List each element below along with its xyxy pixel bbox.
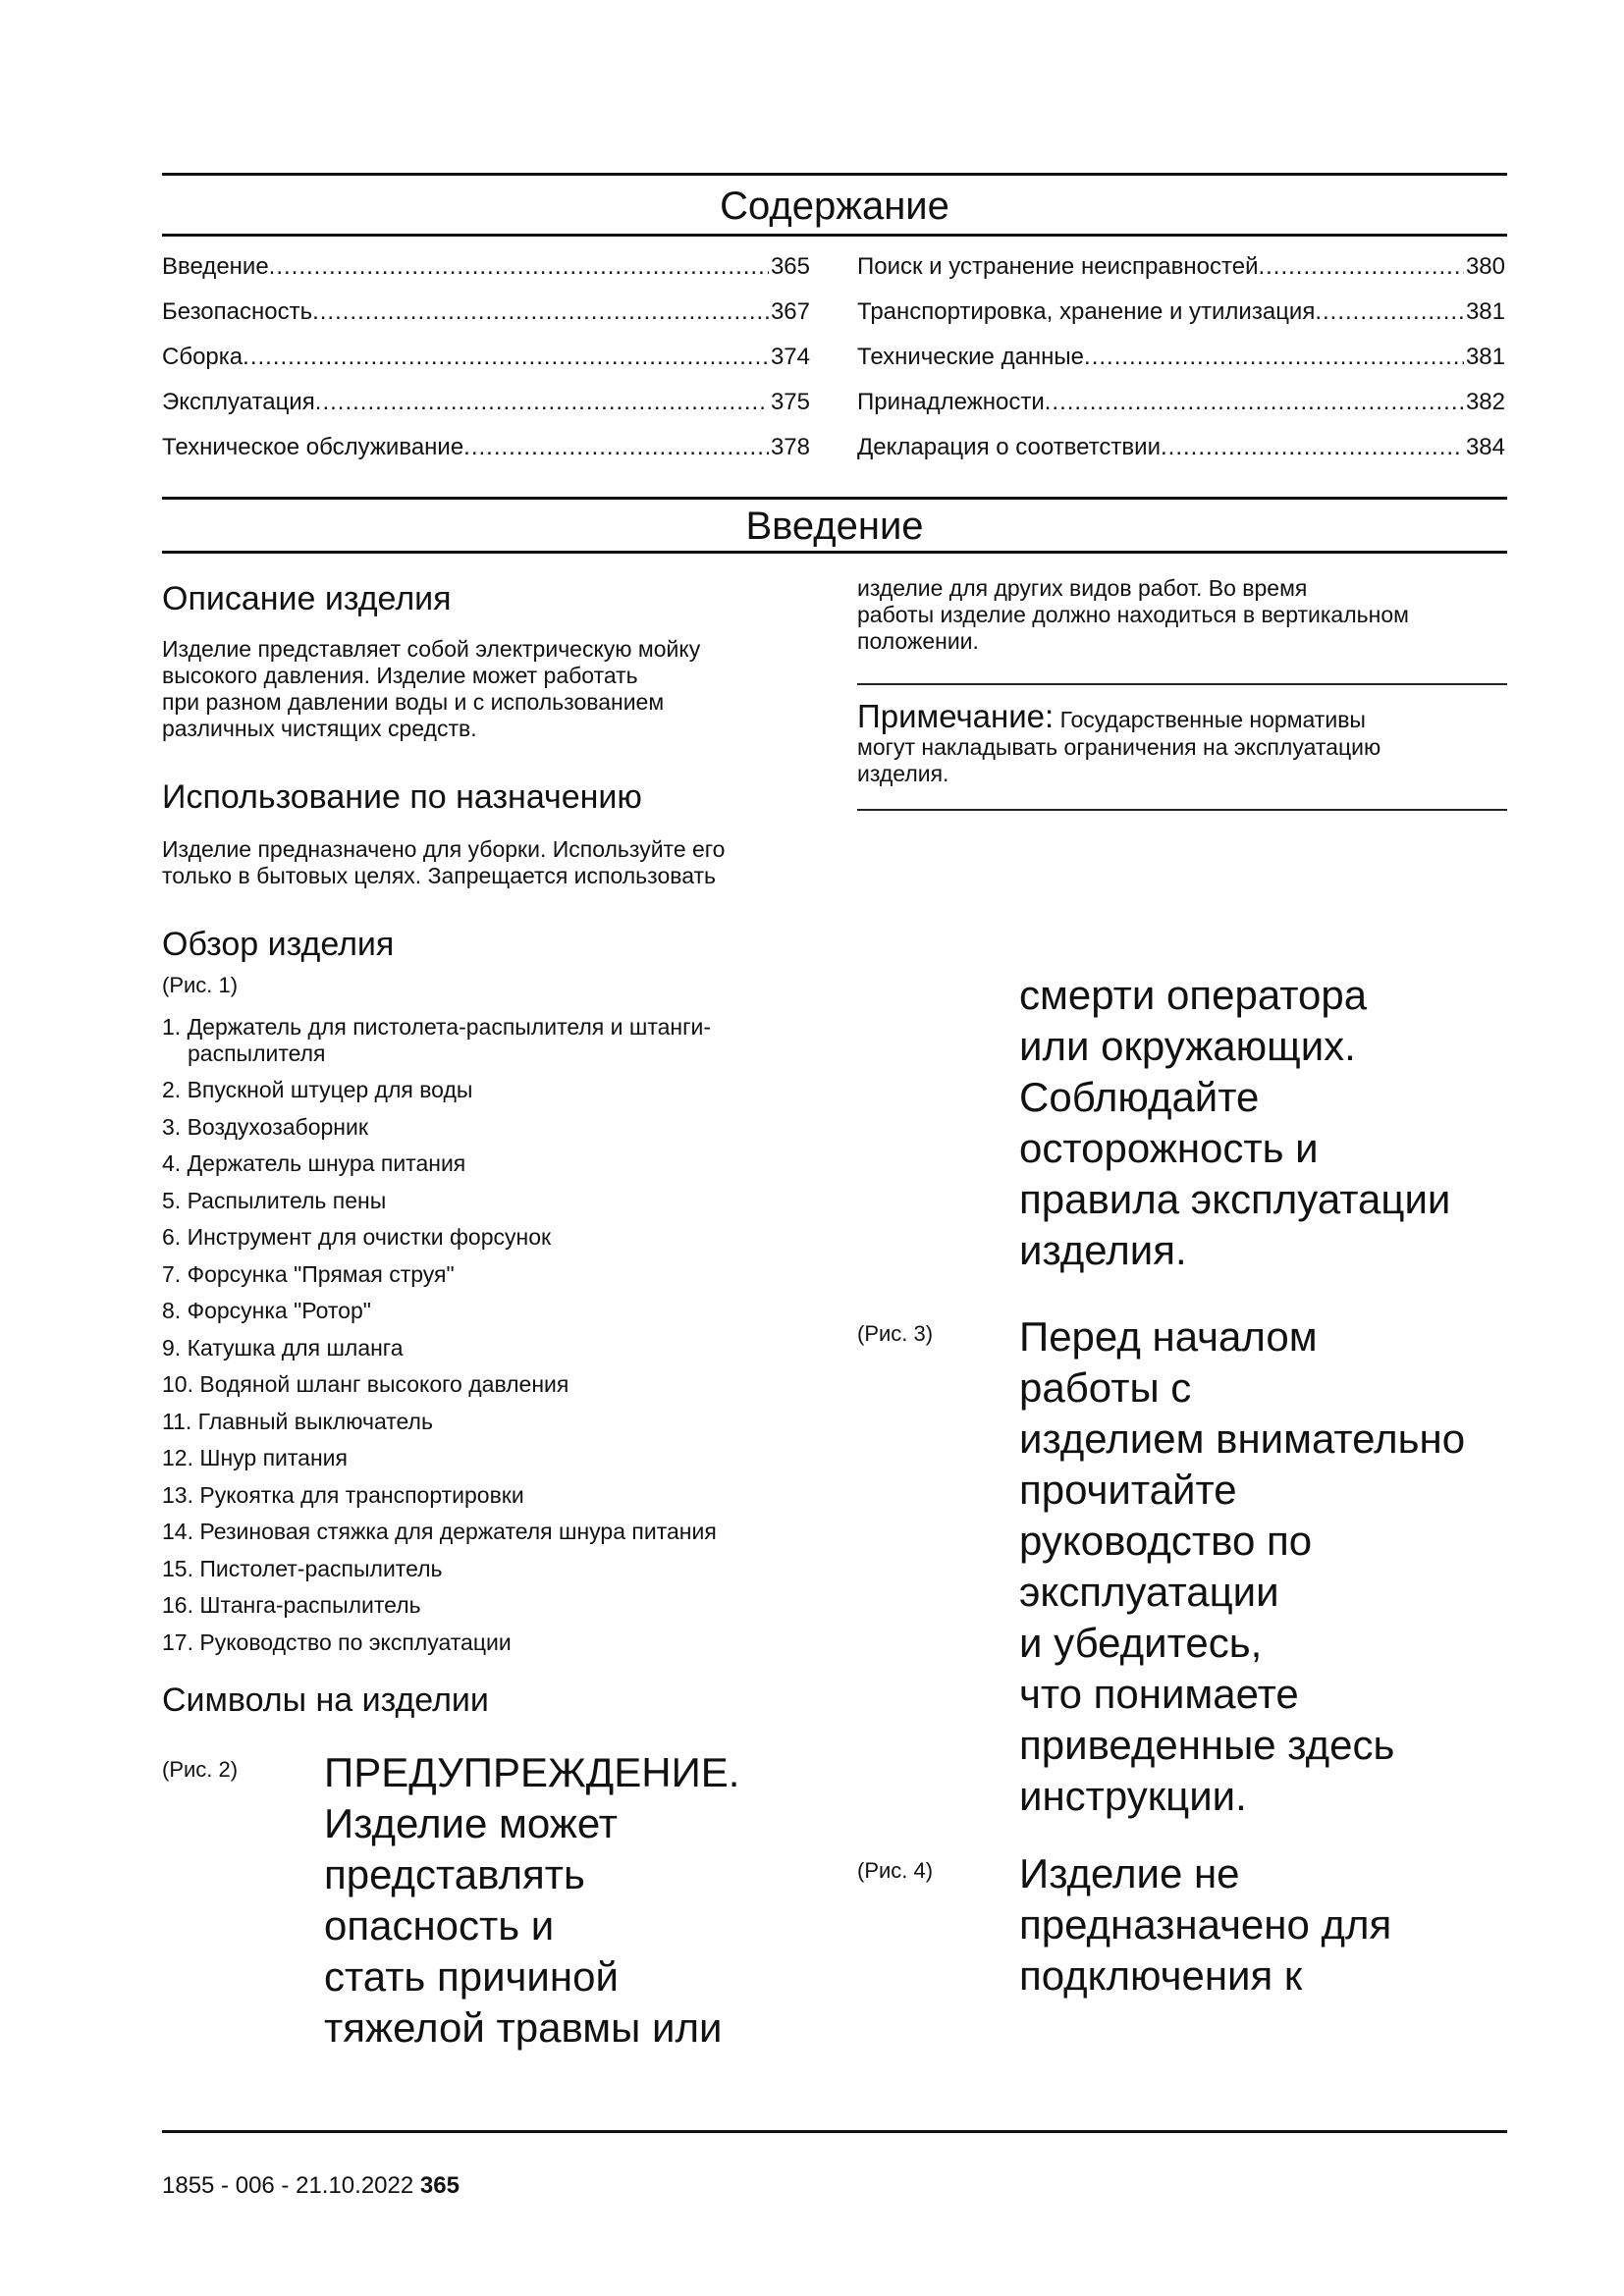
toc-top-rule	[162, 173, 1507, 176]
fig2-ref: (Рис. 2)	[162, 1757, 239, 1782]
list-item: 17. Руководство по эксплуатации	[162, 1629, 512, 1655]
list-item: 2. Впускной штуцер для воды	[162, 1077, 473, 1102]
footer-doc-info: 1855 - 006 - 21.10.2022	[162, 2172, 414, 2199]
intended-use-heading: Использование по назначению	[162, 778, 642, 816]
fig3-read-manual-text: Перед началом работы с изделием внимательно прочитайте руководство по эксплуатации и убедитесь, что понимаете приведенные здесь инструкции.	[1019, 1313, 1466, 1819]
overview-heading: Обзор изделия	[162, 926, 395, 963]
description-heading: Описание изделия	[162, 580, 452, 617]
description-text: Изделие представляет собой электрическую мойку высокого давления. Изделие может работать при разном давлении воды и с использованием различных чистящих средств.	[162, 636, 701, 741]
list-item: 16. Штанга-распылитель	[162, 1592, 421, 1618]
page-footer	[162, 2171, 460, 2201]
page-number: 365	[419, 2172, 460, 2199]
toc-entry[interactable]: Транспортировка, хранение и утилизация ..... 381	[857, 297, 1505, 343]
symbols-heading: Символы на изделии	[162, 1682, 489, 1719]
toc-entry[interactable]: Технические данные ..... 381	[857, 343, 1505, 388]
list-item: 6. Инструмент для очистки форсунок	[162, 1224, 552, 1250]
fig2-warning-continued: смерти оператора или окружающих. Соблюдайте осторожность и правила эксплуатации изделия.	[1019, 972, 1451, 1273]
note-bottom-rule	[857, 809, 1507, 811]
list-item: 9. Катушка для шланга	[162, 1334, 404, 1361]
list-item: 15. Пистолет-распылитель	[162, 1555, 443, 1581]
list-item: 4. Держатель шнура питания	[162, 1150, 466, 1176]
list-item: 12. Шнур питания	[162, 1445, 348, 1470]
intro-bottom-rule	[162, 551, 1507, 554]
intro-title: Введение	[745, 505, 924, 548]
manual-page	[162, 0, 1507, 2296]
fig4-connection-text: Изделие не предназначено для подключения к	[1019, 1850, 1392, 1999]
fig2-warning-text: ПРЕДУПРЕЖДЕНИЕ. Изделие может представлять опасность и стать причиной тяжелой травмы или	[324, 1749, 740, 2051]
toc-entry[interactable]: Техническое обслуживание ..... 378	[162, 433, 810, 478]
fig3-ref: (Рис. 3)	[857, 1321, 934, 1346]
list-item: 8. Форсунка "Ротор"	[162, 1298, 371, 1323]
note-top-rule	[857, 683, 1507, 685]
list-item: 7. Форсунка "Прямая струя"	[162, 1260, 455, 1287]
list-item: 11. Главный выключатель	[162, 1408, 433, 1434]
toc-bottom-rule	[162, 234, 1507, 237]
list-item: 14. Резиновая стяжка для держателя шнура питания	[162, 1519, 717, 1544]
list-item: 3. Воздухозаборник	[162, 1113, 368, 1140]
toc-entry[interactable]: Декларация о соответствии ..... 384	[857, 433, 1505, 478]
intro-top-rule	[162, 497, 1507, 500]
list-item: 5. Распылитель пены	[162, 1187, 387, 1213]
list-item: 1. Держатель для пистолета-распылителя и штанги- распылителя	[162, 1014, 711, 1066]
toc-entry[interactable]: Эксплуатация ..... 375	[162, 388, 810, 433]
list-item: 10. Водяной шланг высокого давления	[162, 1371, 569, 1397]
toc-entry[interactable]: Введение ..... 365	[162, 252, 810, 297]
fig4-ref: (Рис. 4)	[857, 1858, 934, 1883]
overview-figure-ref: (Рис. 1)	[162, 973, 239, 997]
toc-left-column	[162, 252, 810, 478]
toc-entry[interactable]: Сборка ..... 374	[162, 343, 810, 388]
toc-entry[interactable]: Безопасность ..... 367	[162, 297, 810, 343]
toc-entry[interactable]: Поиск и устранение неисправностей ..... 380	[857, 252, 1505, 297]
note-label: Примечание:	[857, 698, 1055, 734]
footer-rule	[162, 2130, 1507, 2133]
toc-right-column	[857, 252, 1505, 478]
toc-entry[interactable]: Принадлежности ..... 382	[857, 388, 1505, 433]
note-block: Примечание: Государственные нормативы могут накладывать ограничения на эксплуатацию изделия.	[857, 698, 1381, 786]
intended-use-continued: изделие для других видов работ. Во время работы изделие должно находиться в вертикальном положении.	[857, 575, 1409, 654]
toc-title: Содержание	[720, 185, 949, 228]
list-item: 13. Рукоятка для транспортировки	[162, 1481, 524, 1508]
overview-list	[162, 1014, 830, 1666]
intended-use-text: Изделие предназначено для уборки. Используйте его только в бытовых целях. Запрещается использовать	[162, 836, 726, 888]
